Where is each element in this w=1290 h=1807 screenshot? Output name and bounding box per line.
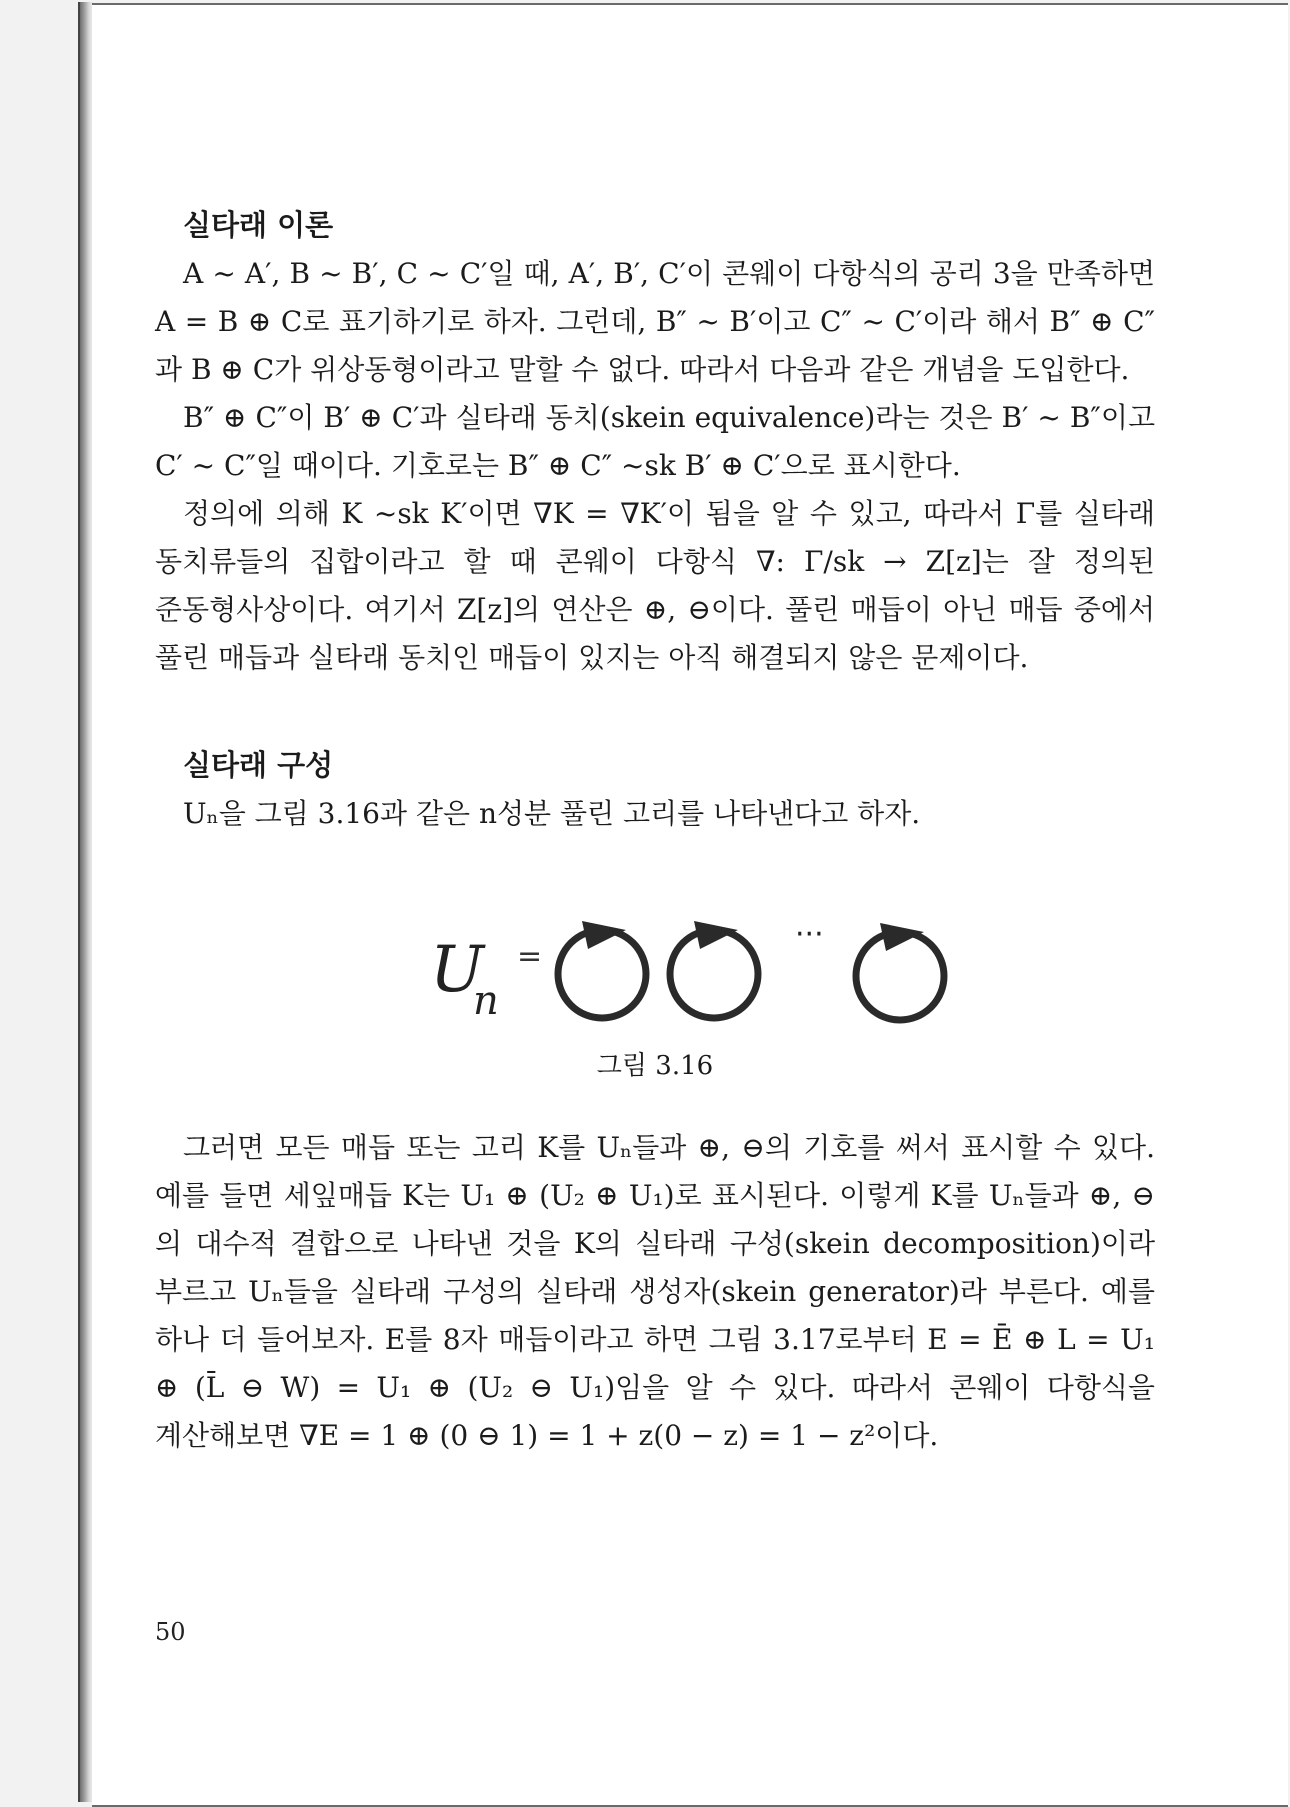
unknot-circle-n (856, 923, 944, 1020)
page-content (155, 200, 1155, 1460)
figure-caption: 그림 3.16 (596, 1051, 714, 1081)
figure-ellipsis: ··· (795, 917, 824, 952)
unknot-circle-2 (670, 921, 758, 1018)
paragraph: 그러면 모든 매듭 또는 고리 K를 Uₙ들과 ⊕, ⊖의 기호를 써서 표시할 수 있다. 예를 들면 세잎매듭 K는 U₁ ⊕ (U₂ ⊕ U₁)로 표시된다. 이렇게 K를 Uₙ들과 ⊕, ⊖의 대수적 결합으로 나타낸 것을 K의 실타래 구성(skein decomposition)이라 부르고 Uₙ들을 실타래 구성의 실타래 생성자(skein generator)라 부른다. 예를 하나 더 들어보자. E를 8자 매듭이라고 하면 그림 3.17로부터 E = Ē ⊕ L = U₁ ⊕ (L̄ ⊖ W) = U₁ ⊕ (U₂ ⊖ U₁)임을 알 수 있다. 따라서 콘웨이 다항식을 계산해보면 ∇E = 1 ⊕ (0 ⊖ 1) = 1 + z(0 − z) = 1 − z²이다. (155, 1131, 1155, 1452)
paragraph: A ~ A′, B ~ B′, C ~ C′일 때, A′, B′, C′이 콘웨이 다항식의 공리 3을 만족하면 A = B ⊕ C로 표기하기로 하자. 그런데, B″ ~ B′이고 C″ ~ C′이라 해서 B″ ⊕ C″과 B ⊕ C가 위상동형이라고 말할 수 없다. 따라서 다음과 같은 개념을 도입한다. (155, 257, 1155, 386)
page-number: 50 (155, 1618, 186, 1646)
section-heading-skein-theory: 실타래 이론 (183, 208, 334, 242)
paragraph-intro: Uₙ을 그림 3.16과 같은 n성분 풀린 고리를 나타낸다고 하자. (183, 797, 921, 830)
section-heading-skein-decomposition: 실타래 구성 (183, 748, 334, 782)
figure-unlink-diagram (155, 866, 1155, 1046)
paragraph: 정의에 의해 K ~sk K′이면 ∇K = ∇K′이 됨을 알 수 있고, 따라서 Γ를 실타래 동치류들의 집합이라고 할 때 콘웨이 다항식 ∇: Γ/sk → Z[z]는 잘 정의된 준동형사상이다. 여기서 Z[z]의 연산은 ⊕, ⊖이다. 풀린 매듭이 아닌 매듭 중에서 풀린 매듭과 실타래 동치인 매듭이 있지는 아직 해결되지 않은 문제이다. (155, 497, 1155, 674)
unlink-diagram (155, 866, 1155, 1046)
unknot-circle-1 (558, 921, 646, 1018)
figure-equals-sign: = (517, 939, 543, 974)
paragraph: B″ ⊕ C″이 B′ ⊕ C′과 실타래 동치(skein equivalence)라는 것은 B′ ~ B″이고 C′ ~ C″일 때이다. 기호로는 B″ ⊕ C″ ~sk B′ ⊕ C′으로 표시한다. (155, 401, 1155, 482)
figure-label-u: U (430, 933, 484, 1007)
figure-label-subscript-n: n (473, 978, 499, 1024)
